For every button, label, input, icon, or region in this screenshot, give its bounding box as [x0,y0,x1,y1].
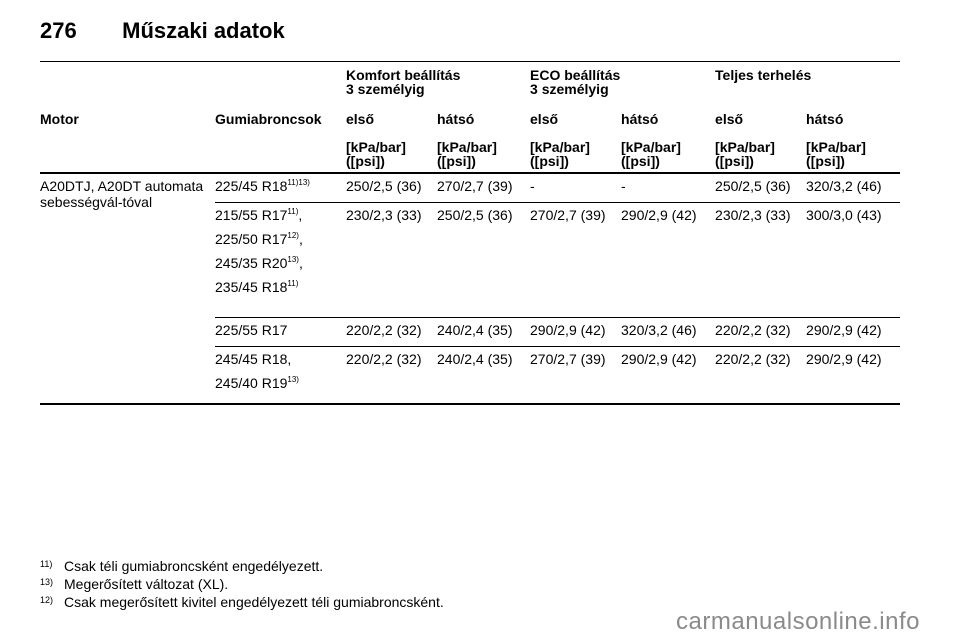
tyre-size-cell [215,347,346,405]
col-front: első [346,111,375,127]
pressure-value: 290/2,9 (42) [530,318,621,347]
pressure-value: 290/2,9 (42) [806,318,900,347]
page-header [40,18,285,44]
tyre-size-cell [215,203,346,318]
footnote-text: Csak megerősített kivitel engedélyezett téli gumiabroncsként. [64,594,444,610]
pressure-value: 220/2,2 (32) [346,347,437,405]
pressure-value: 270/2,7 (39) [437,173,530,203]
footnote-mark: 11) [40,559,53,569]
tyre-size: 245/45 R18, [215,351,292,367]
pressure-value: 290/2,9 (42) [806,347,900,405]
footnote-ref: 11)13) [287,178,310,187]
pressure-value: 290/2,9 (42) [621,203,715,318]
tyre-size-cell [215,318,346,347]
pressure-value: 250/2,5 (36) [346,173,437,203]
table-row [40,173,900,203]
pressure-value: 320/3,2 (46) [806,173,900,203]
tyre-size: 245/35 R20$^{13)}$, [215,255,303,271]
col-motor: Motor [40,111,79,127]
pressure-value: 250/2,5 (36) [437,203,530,318]
pressure-value: 270/2,7 (39) [530,203,621,318]
footnotes [40,555,444,609]
col-front: első [530,111,559,127]
tyre-size: 245/40 R19$^{13)}$ [215,375,299,391]
header-rule [40,61,900,62]
tyre-size-cell [215,173,346,203]
page-number: 276 [40,18,77,43]
unit-row [40,140,900,173]
unit-label: [kPa/bar] ([psi]) [806,140,900,173]
footnote-text: Megerősített változat (XL). [64,576,229,592]
col-rear: hátsó [806,111,844,127]
pressure-value: 240/2,4 (35) [437,318,530,347]
col-tyres: Gumiabroncsok [215,111,322,127]
pressure-value: 320/3,2 (46) [621,318,715,347]
pressure-value: 250/2,5 (36) [715,173,806,203]
pressure-value: 230/2,3 (33) [715,203,806,318]
pressure-value: 290/2,9 (42) [621,347,715,405]
col-front: első [715,111,744,127]
unit-label: [kPa/bar] ([psi]) [530,140,621,173]
tyre-size: 215/55 R17$^{11)}$, [215,207,303,223]
pressure-value: - [530,173,621,203]
tyre-size: 235/45 R18$^{11)}$ [215,279,299,295]
col-rear: hátsó [437,111,475,127]
footnote [40,555,444,573]
page-title: Műszaki adatok [122,18,285,43]
pressure-value: 220/2,2 (32) [715,318,806,347]
pressure-value: 220/2,2 (32) [346,318,437,347]
footnote-ref: 13) [287,375,299,384]
unit-label: [kPa/bar] ([psi]) [346,140,437,173]
footnote-text: Csak téli gumiabroncsként engedélyezett. [64,558,324,574]
footnote [40,573,444,591]
group-comfort: Komfort beállítás 3 személyig [346,67,461,97]
tyre-size: 225/55 R17 [215,322,288,338]
unit-label: [kPa/bar] ([psi]) [715,140,806,173]
pressure-value: 230/2,3 (33) [346,203,437,318]
unit-label: [kPa/bar] ([psi]) [621,140,715,173]
pressure-value: 300/3,0 (43) [806,203,900,318]
pressure-value: - [621,173,715,203]
motor-cell: A20DTJ, A20DT automata sebességvál-tóval [40,173,215,404]
tyre-size: 225/50 R17$^{12)}$, [215,231,303,247]
footnote-mark: 12) [40,595,54,605]
col-rear: hátsó [621,111,659,127]
footnote-mark: 13) [40,577,54,587]
footnote-ref: 11) [287,279,299,288]
pressure-value: 220/2,2 (32) [715,347,806,405]
group-full-load: Teljes terhelés [715,67,812,83]
pressure-value: 240/2,4 (35) [437,347,530,405]
tyre-size: 225/45 $R18^{11)13)}$ [215,178,310,194]
footnote [40,591,444,609]
unit-label: [kPa/bar] ([psi]) [437,140,530,173]
watermark: carmanualsonline.info [676,608,920,635]
tyre-pressure-table [40,68,900,405]
footnote-ref: 11) [287,207,299,216]
group-eco: ECO beállítás 3 személyig [530,67,621,97]
footnote-ref: 12) [287,231,299,240]
pressure-value: 270/2,7 (39) [530,347,621,405]
footnote-ref: 13) [287,255,299,264]
